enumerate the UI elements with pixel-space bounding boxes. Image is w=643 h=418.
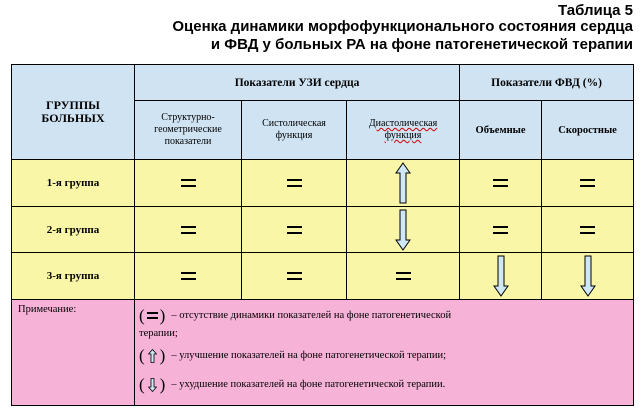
cell-equal [135, 253, 242, 300]
note-text: – ухудшение показателей на фоне патогенетической терапии. [171, 379, 446, 390]
cell-equal [135, 207, 242, 253]
subheader-volume: Объемные [460, 101, 542, 160]
equal-icon [396, 272, 411, 280]
equal-icon [580, 179, 595, 187]
equal-icon [181, 226, 196, 234]
cell-equal [460, 160, 542, 207]
note-row [12, 300, 634, 406]
cell-down [460, 253, 542, 300]
cell-down [347, 207, 460, 253]
table-row [12, 207, 634, 253]
table-row [12, 160, 634, 207]
table-title-line1: Оценка динамики морфофункционального состояния сердца [172, 18, 633, 35]
up-arrow-icon [148, 349, 157, 363]
subheader-structural-text: Структурно-геометрические показатели [154, 112, 222, 147]
note-line-up [139, 342, 629, 370]
note-text: терапии; [139, 328, 178, 339]
group-header [12, 65, 135, 160]
table-title-line2: и ФВД у больных РА на фоне патогенетической терапии [210, 36, 633, 53]
cell-down [542, 253, 634, 300]
note-text: – улучшение показателей на фоне патогенетической терапии; [171, 350, 447, 361]
row-label: 2-я группа [12, 207, 135, 253]
cell-equal [460, 207, 542, 253]
cell-equal [135, 160, 242, 207]
uzi-header: Показатели УЗИ сердца [135, 65, 460, 101]
cell-equal [242, 160, 347, 207]
note-down-symbol: ( ) [139, 375, 166, 394]
cell-equal [542, 207, 634, 253]
subheader-structural [135, 101, 242, 160]
subheader-diastolic [347, 101, 460, 160]
equal-icon [181, 179, 196, 187]
results-table [11, 64, 634, 406]
row-label: 1-я группа [12, 160, 135, 207]
down-arrow-icon [148, 378, 157, 392]
note-line-equal [139, 306, 629, 326]
cell-equal [347, 253, 460, 300]
cell-up [347, 160, 460, 207]
cell-equal [242, 207, 347, 253]
note-cell [135, 300, 634, 406]
equal-icon [147, 312, 158, 319]
note-label: Примечание: [12, 300, 135, 406]
subheader-speed: Скоростные [542, 101, 634, 160]
cell-equal [242, 253, 347, 300]
table-row [12, 253, 634, 300]
equal-icon [287, 179, 302, 187]
down-arrow-icon [580, 255, 596, 297]
group-header-text: ГРУППЫ БОЛЬНЫХ [41, 98, 105, 125]
equal-icon [493, 226, 508, 234]
note-equal-symbol: ( ) [139, 306, 166, 325]
equal-icon [493, 179, 508, 187]
cell-equal [542, 160, 634, 207]
equal-icon [580, 226, 595, 234]
note-line-continued [139, 326, 629, 342]
subheader-systolic [242, 101, 347, 160]
note-text: – отсутствие динамики показателей на фоне патогенетической [171, 310, 452, 321]
subheader-systolic-text: Систолическая функция [262, 118, 326, 141]
down-arrow-icon [395, 209, 411, 251]
equal-icon [181, 272, 196, 280]
equal-icon [287, 272, 302, 280]
equal-icon [287, 226, 302, 234]
down-arrow-icon [493, 255, 509, 297]
subheader-diastolic-text: Диастолическая функция [368, 118, 438, 141]
fvd-header: Показатели ФВД (%) [460, 65, 634, 101]
up-arrow-icon [395, 162, 411, 204]
note-up-symbol: ( ) [139, 346, 166, 365]
row-label: 3-я группа [12, 253, 135, 300]
note-line-down [139, 370, 629, 400]
table-number: Таблица 5 [557, 2, 633, 19]
